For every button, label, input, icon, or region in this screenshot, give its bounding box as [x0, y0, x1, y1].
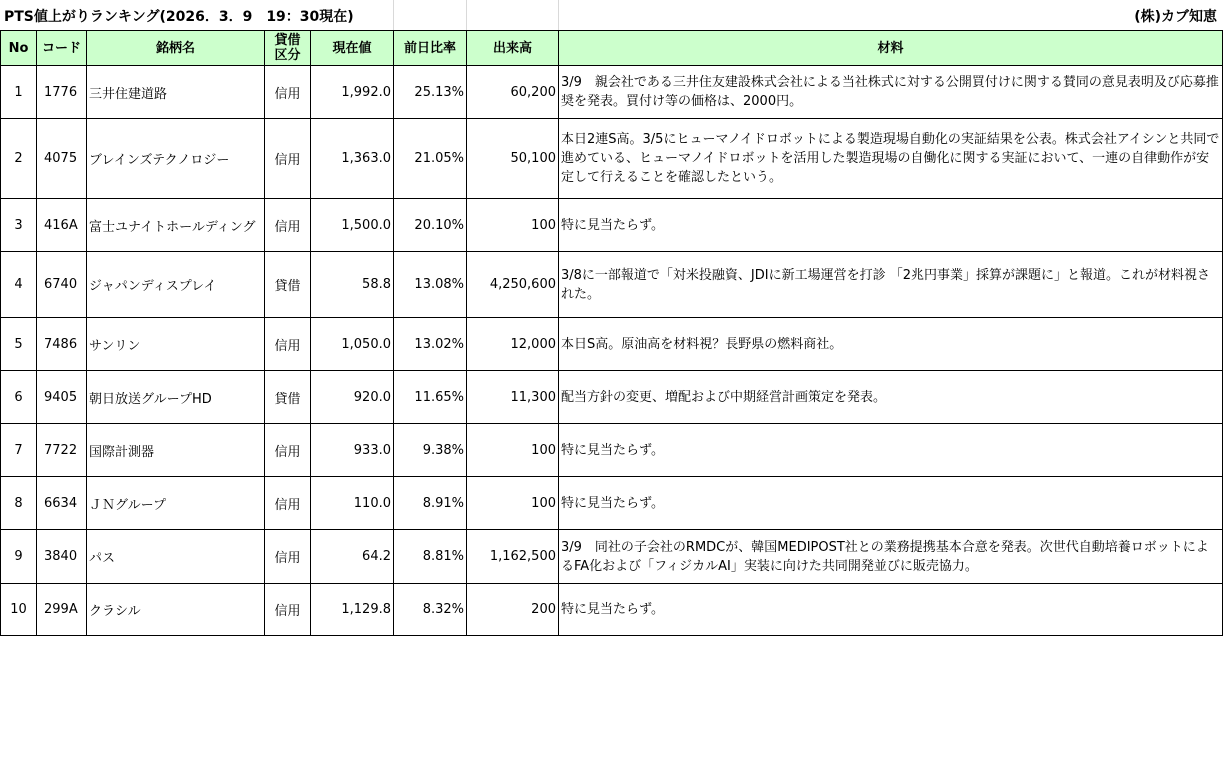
cell-volume: 60,200	[467, 66, 559, 119]
cell-kubun: 貸借	[265, 252, 311, 318]
cell-kubun: 信用	[265, 424, 311, 477]
cell-note: 特に見当たらず。	[559, 199, 1223, 252]
cell-price: 1,992.0	[311, 66, 394, 119]
cell-price: 1,050.0	[311, 318, 394, 371]
cell-note: 特に見当たらず。	[559, 477, 1223, 530]
cell-code: 1776	[37, 66, 87, 119]
cell-name: パス	[87, 530, 265, 584]
table-row	[1, 252, 1223, 318]
cell-price: 110.0	[311, 477, 394, 530]
cell-change: 13.02%	[394, 318, 467, 371]
cell-change: 8.91%	[394, 477, 467, 530]
company-name: (株)カブ知恵	[1134, 9, 1217, 25]
sheet-title: PTS値上がりランキング(2026．3．9 19：30現在)	[4, 9, 354, 25]
cell-change: 11.65%	[394, 371, 467, 424]
cell-no: 6	[1, 371, 37, 424]
cell-volume: 4,250,600	[467, 252, 559, 318]
table-row	[1, 530, 1223, 584]
cell-name: クラシル	[87, 584, 265, 636]
cell-code: 7486	[37, 318, 87, 371]
header-name: 銘柄名	[87, 31, 265, 66]
cell-no: 3	[1, 199, 37, 252]
cell-code: 4075	[37, 119, 87, 199]
table-row	[1, 199, 1223, 252]
cell-volume: 200	[467, 584, 559, 636]
header-kubun	[265, 31, 311, 66]
cell-volume: 100	[467, 477, 559, 530]
cell-price: 920.0	[311, 371, 394, 424]
cell-code: 299A	[37, 584, 87, 636]
cell-change: 13.08%	[394, 252, 467, 318]
cell-price: 933.0	[311, 424, 394, 477]
cell-change: 9.38%	[394, 424, 467, 477]
cell-volume: 50,100	[467, 119, 559, 199]
cell-price: 1,129.8	[311, 584, 394, 636]
cell-kubun: 信用	[265, 119, 311, 199]
header-kubun-line2: 区分	[274, 48, 301, 63]
table-row	[1, 66, 1223, 119]
header-no: No	[1, 31, 37, 66]
cell-name: 富士ユナイトホールディング	[87, 199, 265, 252]
cell-no: 8	[1, 477, 37, 530]
table-row	[1, 371, 1223, 424]
cell-volume: 11,300	[467, 371, 559, 424]
cell-price: 1,500.0	[311, 199, 394, 252]
cell-name: ＪＮグループ	[87, 477, 265, 530]
cell-name: 朝日放送グループHD	[87, 371, 265, 424]
cell-kubun: 信用	[265, 477, 311, 530]
header-change: 前日比率	[394, 31, 467, 66]
cell-note: 特に見当たらず。	[559, 424, 1223, 477]
cell-no: 10	[1, 584, 37, 636]
cell-no: 1	[1, 66, 37, 119]
cell-code: 416A	[37, 199, 87, 252]
header-code: コード	[37, 31, 87, 66]
cell-note: 本日2連S高。3/5にヒューマノイドロボットによる製造現場自動化の実証結果を公表。株式会社アイシンと共同で進めている、ヒューマノイドロボットを活用した製造現場の自働化に関する実証において、一連の自律動作が安定して行えることを確認したという。	[559, 119, 1223, 199]
cell-code: 7722	[37, 424, 87, 477]
table-row	[1, 477, 1223, 530]
cell-name: サンリン	[87, 318, 265, 371]
cell-no: 4	[1, 252, 37, 318]
cell-no: 9	[1, 530, 37, 584]
cell-name: 三井住建道路	[87, 66, 265, 119]
cell-name: ジャパンディスプレイ	[87, 252, 265, 318]
cell-volume: 100	[467, 199, 559, 252]
cell-note: 特に見当たらず。	[559, 584, 1223, 636]
cell-change: 8.32%	[394, 584, 467, 636]
cell-code: 3840	[37, 530, 87, 584]
cell-note: 3/8に一部報道で「対米投融資、JDIに新工場運営を打診 「2兆円事業」採算が課題に」と報道。これが材料視された。	[559, 252, 1223, 318]
cell-note: 本日S高。原油高を材料視？長野県の燃料商社。	[559, 318, 1223, 371]
cell-price: 1,363.0	[311, 119, 394, 199]
cell-no: 7	[1, 424, 37, 477]
cell-kubun: 信用	[265, 199, 311, 252]
cell-change: 20.10%	[394, 199, 467, 252]
cell-no: 5	[1, 318, 37, 371]
cell-change: 8.81%	[394, 530, 467, 584]
cell-kubun: 貸借	[265, 371, 311, 424]
header-kubun-line1: 貸借	[274, 33, 301, 48]
cell-volume: 100	[467, 424, 559, 477]
table-row	[1, 584, 1223, 636]
cell-price: 58.8	[311, 252, 394, 318]
table-row	[1, 424, 1223, 477]
cell-volume: 12,000	[467, 318, 559, 371]
header-row	[1, 31, 1223, 66]
cell-volume: 1,162,500	[467, 530, 559, 584]
cell-kubun: 信用	[265, 584, 311, 636]
cell-code: 6634	[37, 477, 87, 530]
cell-no: 2	[1, 119, 37, 199]
table-row	[1, 318, 1223, 371]
cell-kubun: 信用	[265, 66, 311, 119]
cell-change: 21.05%	[394, 119, 467, 199]
cell-kubun: 信用	[265, 318, 311, 371]
header-volume: 出来高	[467, 31, 559, 66]
cell-price: 64.2	[311, 530, 394, 584]
cell-kubun: 信用	[265, 530, 311, 584]
cell-note: 3/9 同社の子会社のRMDCが、韓国MEDIPOST社との業務提携基本合意を発表。次世代自動培養ロボットによるFA化および「フィジカルAI」実装に向けた共同開発並びに販売協力。	[559, 530, 1223, 584]
ranking-table	[0, 30, 1223, 636]
table-row	[1, 119, 1223, 199]
cell-note: 配当方針の変更、増配および中期経営計画策定を発表。	[559, 371, 1223, 424]
cell-name: ブレインズテクノロジー	[87, 119, 265, 199]
cell-change: 25.13%	[394, 66, 467, 119]
header-note: 材料	[559, 31, 1223, 66]
cell-code: 6740	[37, 252, 87, 318]
cell-note: 3/9 親会社である三井住友建設株式会社による当社株式に対する公開買付けに関する賛同の意見表明及び応募推奨を発表。買付け等の価格は、2000円。	[559, 66, 1223, 119]
header-price: 現在値	[311, 31, 394, 66]
cell-code: 9405	[37, 371, 87, 424]
title-row	[0, 0, 1223, 30]
cell-name: 国際計測器	[87, 424, 265, 477]
